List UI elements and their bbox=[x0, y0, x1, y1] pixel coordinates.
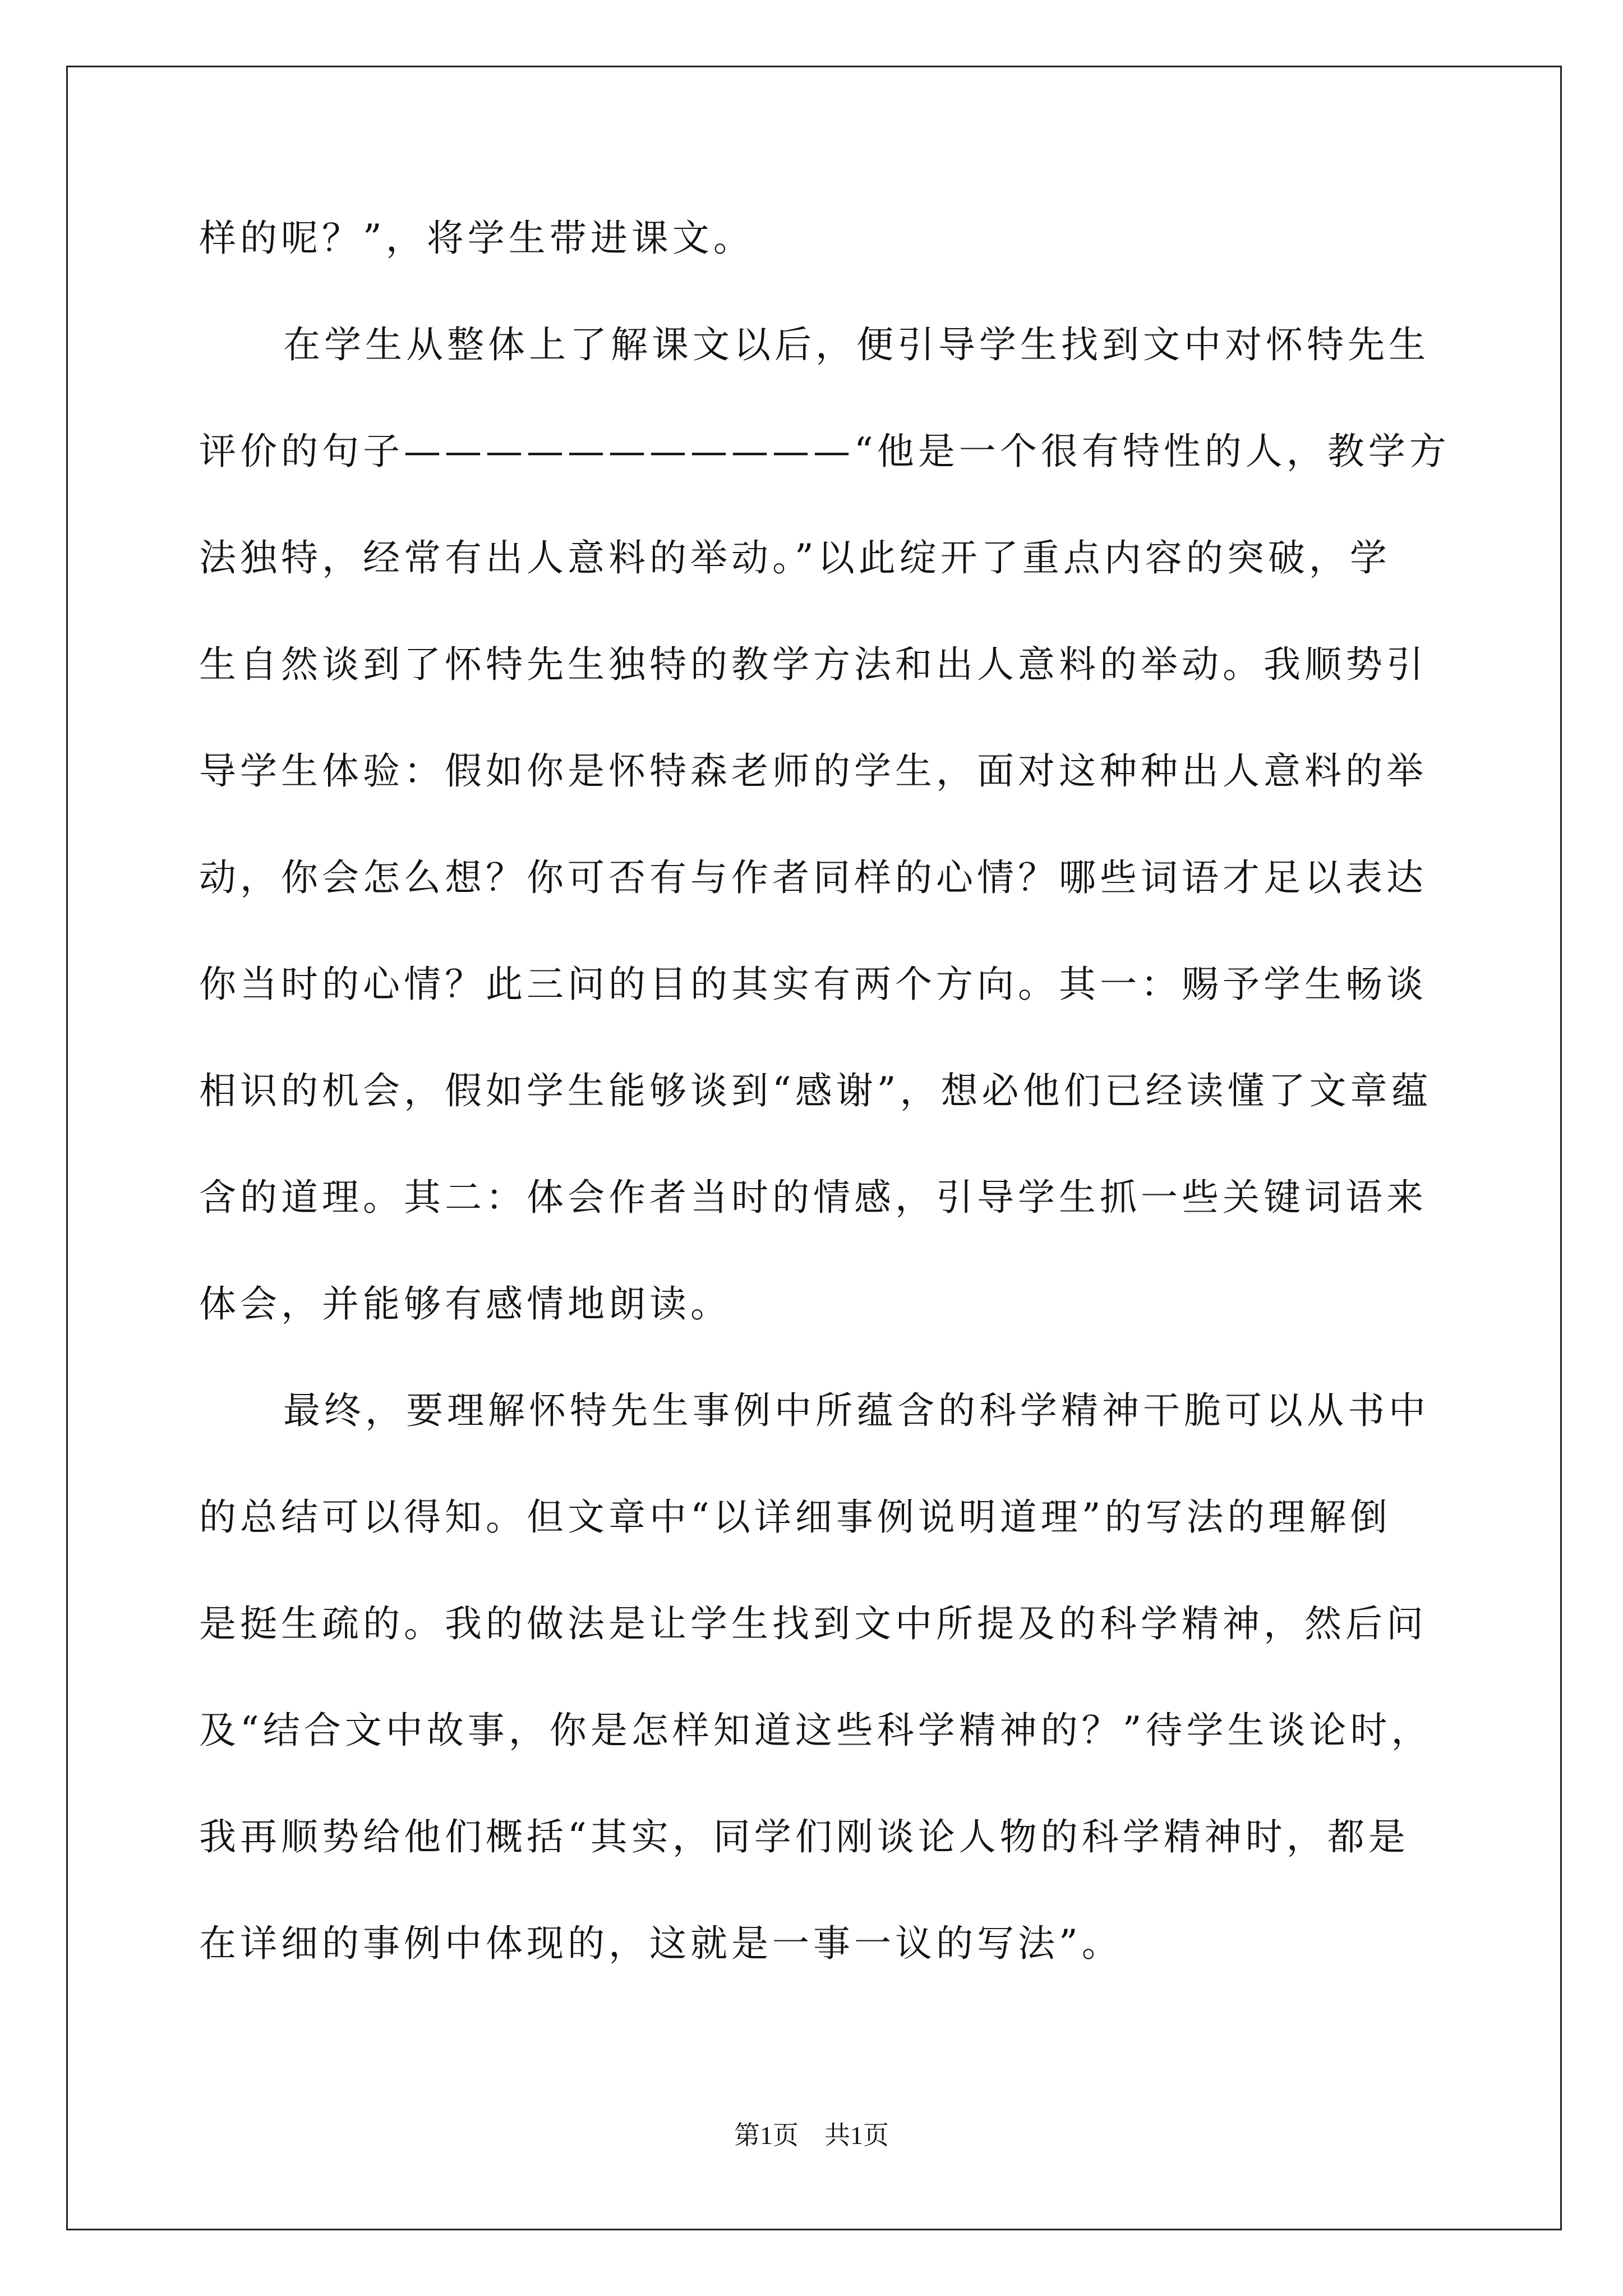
text-line: 在详细的事例中体现的，这就是一事一议的写法”。 bbox=[199, 1922, 1123, 1965]
text-line: 含的道理。其二：体会作者当时的情感，引导学生抓一些关键词语来 bbox=[199, 1176, 1427, 1219]
document-body bbox=[199, 185, 1455, 1997]
page-footer bbox=[0, 2115, 1623, 2152]
text-line: 最终，要理解怀特先生事例中所蕴含的科学精神干脆可以从书中 bbox=[283, 1389, 1430, 1432]
text-line: 导学生体验：假如你是怀特森老师的学生，面对这种种出人意料的举 bbox=[199, 749, 1427, 793]
text-line: 体会，并能够有感情地朗读。 bbox=[199, 1282, 731, 1326]
text-line: 生自然谈到了怀特先生独特的教学方法和出人意料的举动。我顺势引 bbox=[199, 643, 1427, 686]
text-line: 在学生从整体上了解课文以后，便引导学生找到文中对怀特先生 bbox=[283, 323, 1430, 366]
text-line: 样的呢？”，将学生带进课文。 bbox=[199, 217, 754, 260]
page-total: 共1页 bbox=[824, 2121, 889, 2150]
text-line: 评价的句子———————————“他是一个很有特性的人，教学方 bbox=[199, 430, 1450, 473]
text-line: 法独特，经常有出人意料的举动。”以此绽开了重点内容的突破，学 bbox=[199, 536, 1391, 579]
page-number: 第1页 bbox=[734, 2121, 799, 2150]
text-line: 我再顺势给他们概括“其实，同学们刚谈论人物的科学精神时，都是 bbox=[199, 1815, 1409, 1858]
text-line: 你当时的心情？此三问的目的其实有两个方向。其一：赐予学生畅谈 bbox=[199, 963, 1427, 1006]
text-line: 的总结可以得知。但文章中“以详细事例说明道理”的写法的理解倒 bbox=[199, 1496, 1391, 1539]
text-line: 相识的机会，假如学生能够谈到“感谢”，想必他们已经读懂了文章蕴 bbox=[199, 1069, 1432, 1112]
text-line: 动，你会怎么想？你可否有与作者同样的心情？哪些词语才足以表达 bbox=[199, 856, 1427, 899]
text-line: 及“结合文中故事，你是怎样知道这些科学精神的？”待学生谈论时， bbox=[199, 1709, 1432, 1752]
text-line: 是挺生疏的。我的做法是让学生找到文中所提及的科学精神，然后问 bbox=[199, 1602, 1427, 1645]
